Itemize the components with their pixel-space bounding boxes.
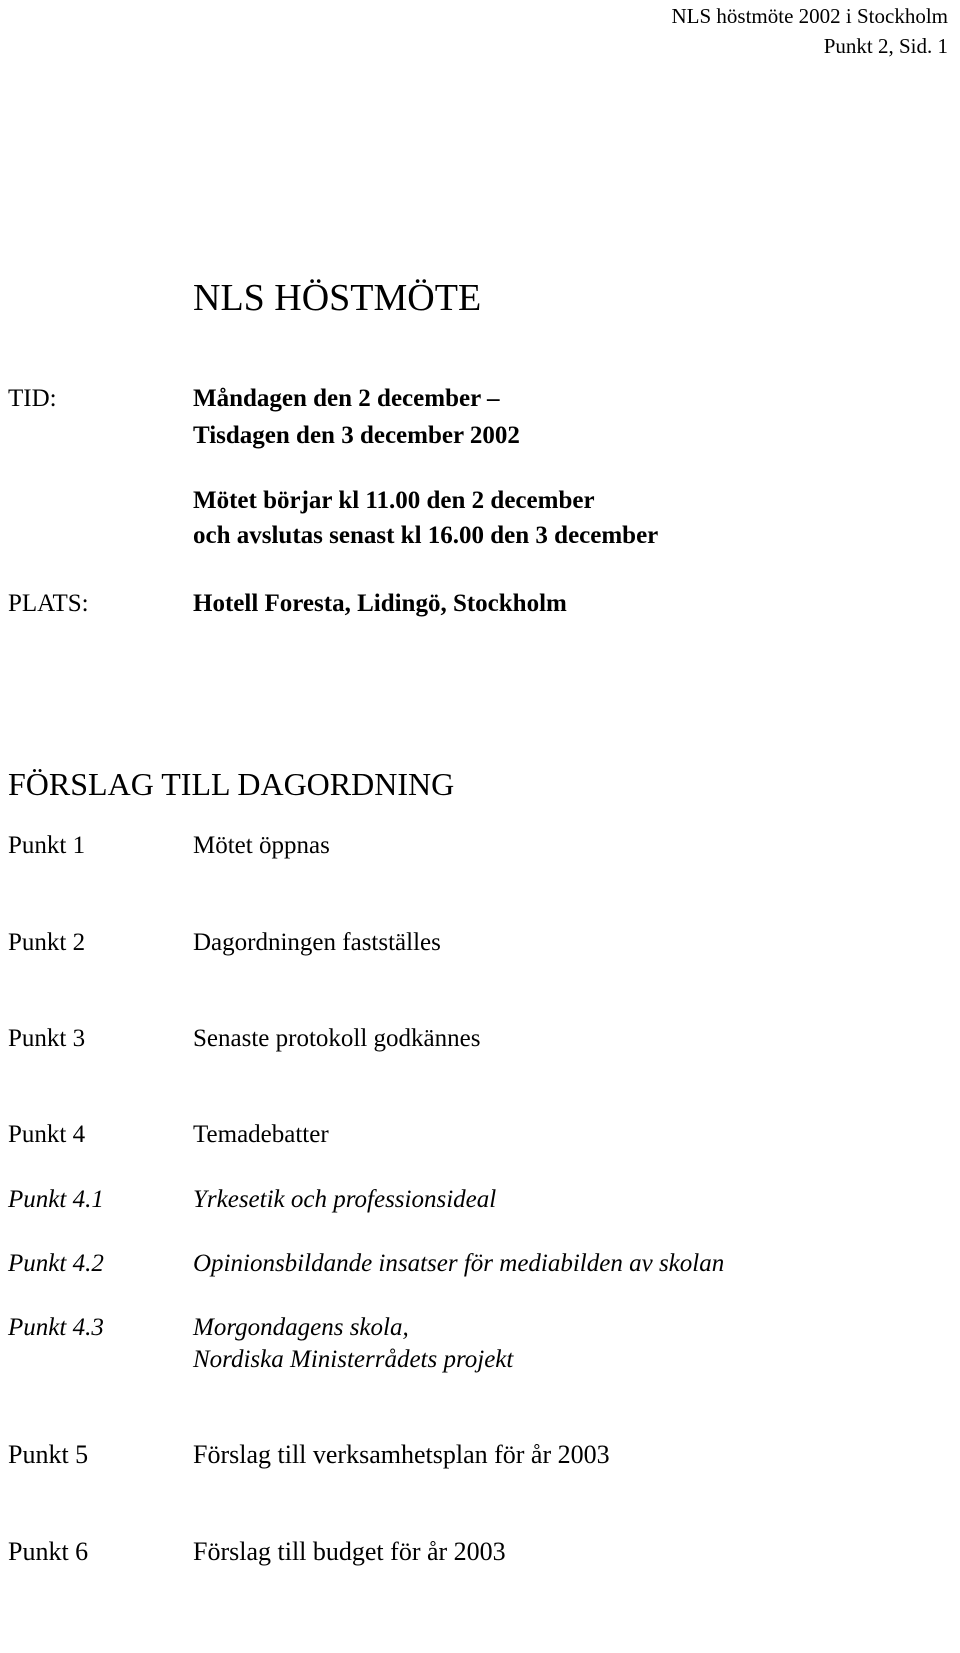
agenda-item-text: Dagordningen fastställes xyxy=(193,929,441,956)
agenda-item-label: Punkt 5 xyxy=(8,1440,89,1469)
agenda-subitem-label: Punkt 4.2 xyxy=(8,1250,104,1277)
agenda-subitem-label: Punkt 4.3 xyxy=(8,1314,104,1341)
agenda-heading: FÖRSLAG TILL DAGORDNING xyxy=(8,766,455,802)
start-time-line1: Mötet börjar kl 11.00 den 2 december xyxy=(193,487,595,514)
page-title: NLS HÖSTMÖTE xyxy=(193,277,482,319)
agenda-item-text: Temadebatter xyxy=(193,1121,329,1148)
agenda-item-label: Punkt 3 xyxy=(8,1025,86,1052)
tid-value-line2: Tisdagen den 3 december 2002 xyxy=(193,422,520,449)
plats-label: PLATS: xyxy=(8,590,89,617)
agenda-item-label: Punkt 1 xyxy=(8,832,86,859)
agenda-item-text: Förslag till verksamhetsplan för år 2003 xyxy=(193,1440,610,1469)
agenda-subitem-text: Opinionsbildande insatser för mediabilden av skolan xyxy=(193,1250,725,1277)
tid-label: TID: xyxy=(8,385,57,412)
agenda-subitem-text: Yrkesetik och professionsideal xyxy=(193,1186,497,1213)
tid-value-line1: Måndagen den 2 december – xyxy=(193,385,500,412)
agenda-item-label: Punkt 4 xyxy=(8,1121,86,1148)
plats-value: Hotell Foresta, Lidingö, Stockholm xyxy=(193,590,567,617)
agenda-item-label: Punkt 6 xyxy=(8,1537,89,1566)
agenda-item-text: Förslag till budget för år 2003 xyxy=(193,1537,506,1566)
header-page-reference: Punkt 2, Sid. 1 xyxy=(823,34,948,58)
agenda-item-text: Senaste protokoll godkännes xyxy=(193,1025,481,1052)
agenda-item-text: Mötet öppnas xyxy=(193,832,330,859)
agenda-subitem-label: Punkt 4.1 xyxy=(8,1186,104,1213)
agenda-subitem-text-continued: Nordiska Ministerrådets projekt xyxy=(193,1346,514,1373)
start-time-line2: och avslutas senast kl 16.00 den 3 december xyxy=(193,522,659,549)
agenda-subitem-text: Morgondagens skola, xyxy=(193,1314,409,1341)
header-document-title: NLS höstmöte 2002 i Stockholm xyxy=(671,4,948,28)
agenda-item-label: Punkt 2 xyxy=(8,929,86,956)
